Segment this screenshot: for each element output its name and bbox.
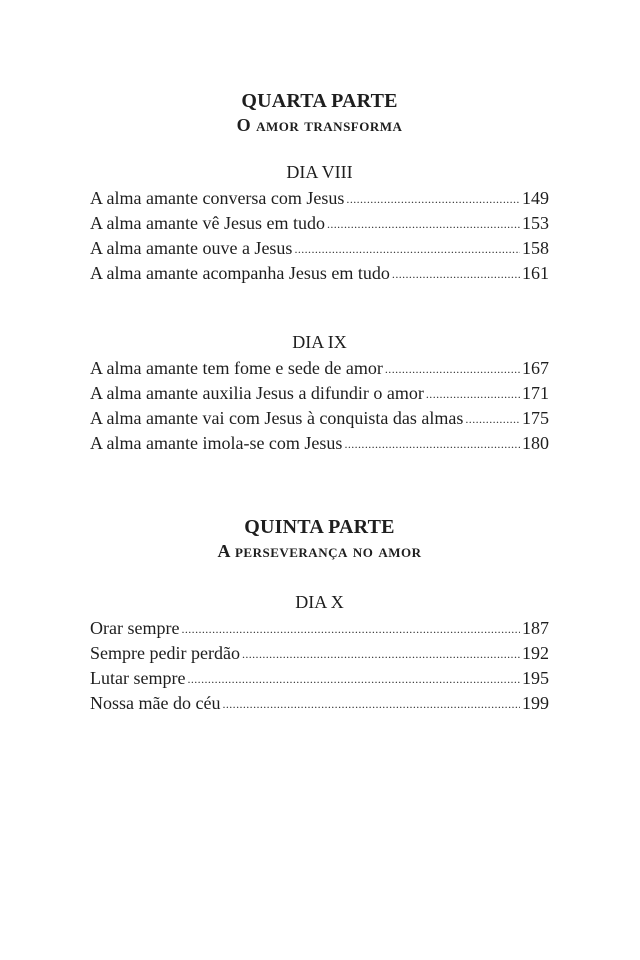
day-section-viii bbox=[90, 161, 549, 286]
dot-leader bbox=[181, 617, 520, 642]
toc-entry bbox=[90, 691, 549, 716]
dot-leader bbox=[344, 432, 520, 457]
toc-entry-title: A alma amante conversa com Jesus bbox=[90, 188, 345, 208]
toc-entry-page: 175 bbox=[522, 408, 549, 428]
toc-entry bbox=[90, 211, 549, 236]
toc-entry-page: 187 bbox=[522, 618, 549, 638]
toc-entry bbox=[90, 381, 549, 406]
part-title: QUINTA PARTE bbox=[244, 516, 395, 538]
toc-entry-title: A alma amante ouve a Jesus bbox=[90, 238, 293, 258]
toc-entry-title: A alma amante tem fome e sede de amor bbox=[90, 358, 383, 378]
toc-entry-title: A alma amante auxilia Jesus a difundir o amor bbox=[90, 383, 424, 403]
toc-entry-title: Lutar sempre bbox=[90, 668, 186, 688]
toc-entry bbox=[90, 431, 549, 456]
toc-entry bbox=[90, 666, 549, 691]
toc-entry-page: 180 bbox=[522, 433, 549, 453]
dot-leader bbox=[426, 382, 520, 407]
dot-leader bbox=[187, 667, 520, 692]
toc-entry-page: 195 bbox=[522, 668, 549, 688]
toc-entry-page: 153 bbox=[522, 213, 549, 233]
toc-entry-title: Nossa mãe do céu bbox=[90, 693, 221, 713]
dot-leader bbox=[294, 237, 520, 262]
dot-leader bbox=[346, 187, 520, 212]
day-title: DIA X bbox=[295, 592, 344, 612]
toc-entry-page: 192 bbox=[522, 643, 549, 663]
toc-entry-title: A alma amante vai com Jesus à conquista das almas bbox=[90, 408, 464, 428]
dot-leader bbox=[242, 642, 520, 667]
toc-entry bbox=[90, 356, 549, 381]
toc-entry-page: 171 bbox=[522, 383, 549, 403]
toc-entry bbox=[90, 406, 549, 431]
dot-leader bbox=[385, 357, 520, 382]
toc-entry-title: Sempre pedir perdão bbox=[90, 643, 240, 663]
dot-leader bbox=[465, 407, 520, 432]
day-title: DIA VIII bbox=[286, 162, 353, 182]
part-heading-quinta bbox=[90, 516, 549, 562]
toc-entry-page: 167 bbox=[522, 358, 549, 378]
toc-entry bbox=[90, 261, 549, 286]
part-title: QUARTA PARTE bbox=[241, 90, 398, 112]
toc-entry-page: 149 bbox=[522, 188, 549, 208]
toc-entry-page: 158 bbox=[522, 238, 549, 258]
toc-entry-page: 199 bbox=[522, 693, 549, 713]
day-section-ix bbox=[90, 331, 549, 456]
part-subtitle: A perseverança no amor bbox=[217, 541, 422, 561]
toc-entry-title: A alma amante vê Jesus em tudo bbox=[90, 213, 325, 233]
day-title: DIA IX bbox=[292, 332, 347, 352]
dot-leader bbox=[327, 212, 520, 237]
day-section-x bbox=[90, 591, 549, 716]
dot-leader bbox=[392, 262, 520, 287]
toc-entry-page: 161 bbox=[522, 263, 549, 283]
toc-entry-title: Orar sempre bbox=[90, 618, 180, 638]
part-heading-quarta bbox=[90, 90, 549, 136]
dot-leader bbox=[222, 692, 520, 717]
toc-entry-title: A alma amante acompanha Jesus em tudo bbox=[90, 263, 390, 283]
part-subtitle: O amor transforma bbox=[236, 115, 403, 135]
toc-entry bbox=[90, 236, 549, 261]
toc-entry bbox=[90, 616, 549, 641]
toc-entry bbox=[90, 186, 549, 211]
toc-entry bbox=[90, 641, 549, 666]
toc-entry-title: A alma amante imola-se com Jesus bbox=[90, 433, 343, 453]
